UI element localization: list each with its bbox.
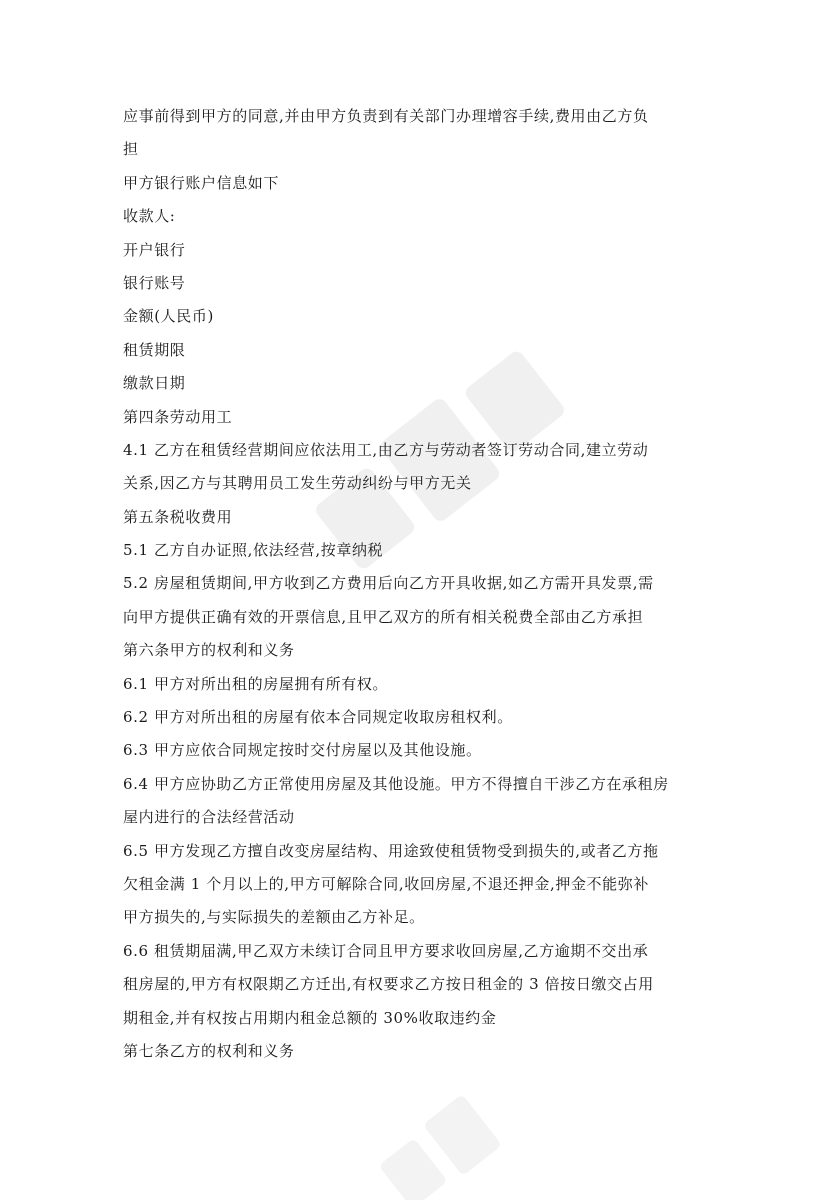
paragraph-line: 应事前得到甲方的同意,并由甲方负责到有关部门办理增容手续,费用由乙方负 [123,107,649,125]
section-heading: 第五条税收费用 [123,507,233,526]
paragraph-line: 收款人: [123,207,176,226]
paragraph-line: 6.3 甲方应依合同规定按时交付房屋以及其他设施。 [123,741,482,760]
paragraph-line: 租房屋的,甲方有权限期乙方迁出,有权要求乙方按日租金的 3 倍按日缴交占用 [123,975,654,994]
paragraph-line: 6.6 租赁期届满,甲乙双方未续订合同且甲方要求收回房屋,乙方逾期不交出承 [123,941,649,960]
paragraph-line: 向甲方提供正确有效的开票信息,且甲乙双方的所有相关税费全部由乙方承担 [123,607,644,626]
watermark-logo-icon [360,1080,560,1200]
paragraph-line: 6.5 甲方发现乙方擅自改变房屋结构、用途致使租赁物受到损失的,或者乙方拖 [123,841,659,860]
paragraph-line: 甲方银行账户信息如下 [123,173,280,192]
paragraph-line: 6.4 甲方应协助乙方正常使用房屋及其他设施。甲方不得擅自干涉乙方在承租房 [123,774,669,793]
paragraph-line: 5.2 房屋租赁期间,甲方收到乙方费用后向乙方开具收据,如乙方需开具发票,需 [123,574,654,593]
section-heading: 第六条甲方的权利和义务 [123,641,295,660]
paragraph-line: 5.1 乙方自办证照,依法经营,按章纳税 [123,541,384,560]
section-heading: 第七条乙方的权利和义务 [123,1041,295,1060]
paragraph-line: 甲方损失的,与实际损失的差额由乙方补足。 [123,908,425,927]
paragraph-line: 6.2 甲方对所出租的房屋有依本合同规定收取房租权利。 [123,708,513,727]
paragraph-line: 担 [123,140,139,159]
paragraph-line: 欠租金满 1 个月以上的,甲方可解除合同,收回房屋,不退还押金,押金不能弥补 [123,874,649,893]
paragraph-line: 银行账号 [123,273,186,292]
paragraph-line: 4.1 乙方在租赁经营期间应依法用工,由乙方与劳动者签订劳动合同,建立劳动 [123,440,649,459]
paragraph-line: 屋内进行的合法经营活动 [123,808,295,827]
paragraph-line: 租赁期限 [123,340,186,359]
section-heading: 第四条劳动用工 [123,407,233,426]
document-body [123,101,723,1069]
paragraph-line: 期租金,并有权按占用期内租金总额的 30%收取违约金 [123,1008,497,1027]
paragraph-line: 开户银行 [123,240,186,259]
paragraph-line: 6.1 甲方对所出租的房屋拥有所有权。 [123,674,389,693]
paragraph-line: 金额(人民币) [123,307,214,326]
paragraph-line: 缴款日期 [123,374,186,393]
paragraph-line: 关系,因乙方与其聘用员工发生劳动纠纷与甲方无关 [123,474,472,493]
